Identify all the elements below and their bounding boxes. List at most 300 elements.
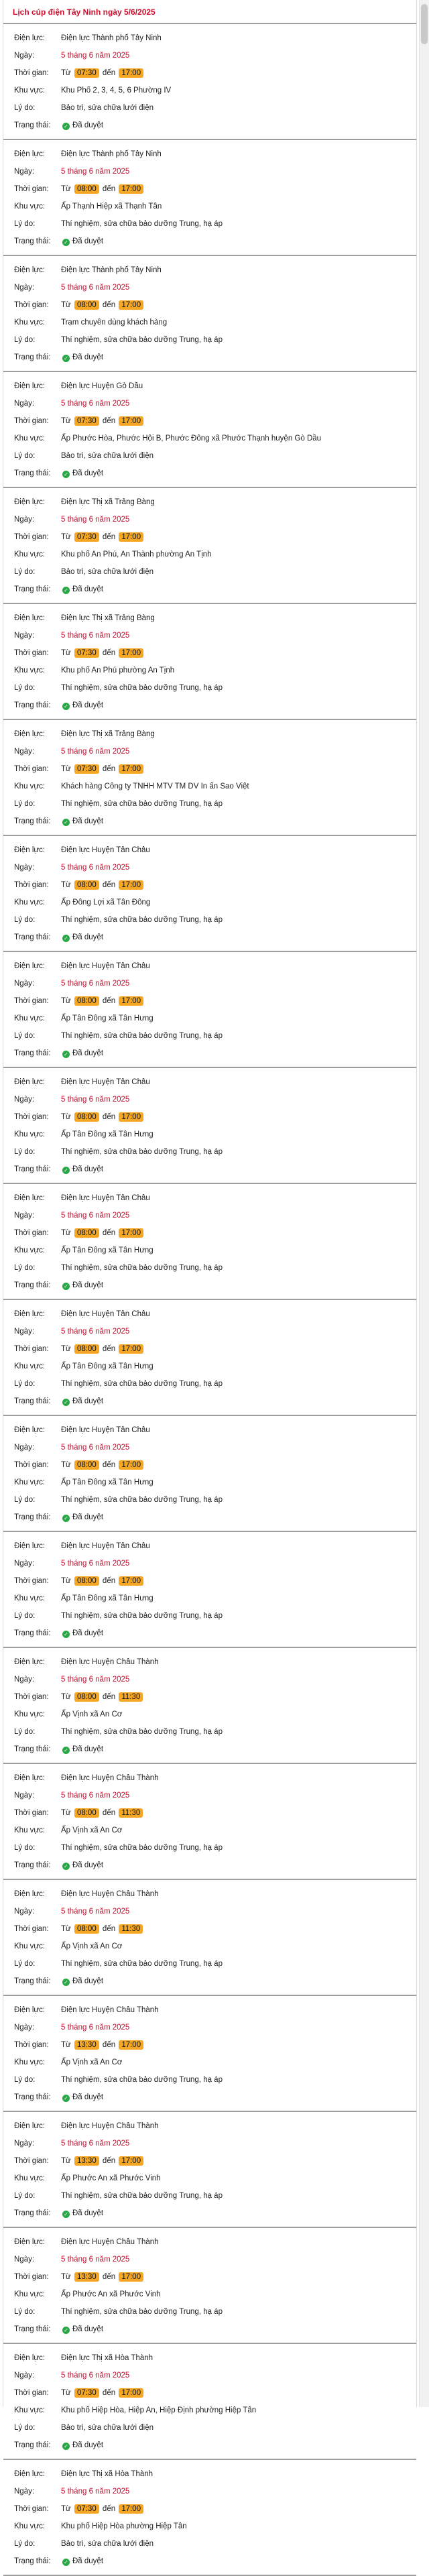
date-value: 5 tháng 6 năm 2025 xyxy=(61,2372,130,2380)
unit-row xyxy=(14,2001,411,2019)
reason-label: Lý do: xyxy=(14,1728,36,1736)
start-time-badge: 08:00 xyxy=(74,1808,99,1818)
area-row xyxy=(14,2170,411,2187)
end-time-badge: 17:00 xyxy=(119,532,143,542)
time-to-label: đến xyxy=(102,997,116,1005)
area-row xyxy=(14,1242,411,1259)
reason-label: Lý do: xyxy=(14,104,36,112)
unit-row xyxy=(14,725,411,743)
time-from-label: Từ xyxy=(61,2505,71,2513)
check-circle-icon: ✓ xyxy=(62,355,70,362)
status-text: Đã duyệt xyxy=(72,1629,104,1637)
time-to-label: đến xyxy=(102,301,116,309)
time-label: Thời gian: xyxy=(14,185,49,193)
unit-row xyxy=(14,2233,411,2251)
status-label: Trạng thái: xyxy=(14,1049,51,1057)
status-row xyxy=(14,1973,411,1990)
area-row xyxy=(14,82,411,99)
area-value: Ấp Vịnh xã An Cơ xyxy=(61,1710,123,1718)
status-text: Đã duyệt xyxy=(72,1397,104,1405)
page-title: Lịch cúp điện Tây Ninh ngày 5/6/2025 xyxy=(3,0,416,24)
area-value: Ấp Vịnh xã An Cơ xyxy=(61,2058,123,2066)
reason-label: Lý do: xyxy=(14,1032,36,1040)
date-label: Ngày: xyxy=(14,748,35,756)
reason-row xyxy=(14,1607,411,1625)
unit-row xyxy=(14,493,411,511)
unit-value: Điện lực Huyện Tân Châu xyxy=(61,1194,150,1202)
date-label: Ngày: xyxy=(14,1212,35,1220)
unit-label: Điện lực: xyxy=(14,498,46,506)
reason-label: Lý do: xyxy=(14,1844,36,1852)
status-value xyxy=(61,469,411,478)
unit-row xyxy=(14,30,411,47)
date-row xyxy=(14,47,411,64)
time-from-label: Từ xyxy=(61,765,71,773)
area-label: Khu vực: xyxy=(14,666,46,675)
reason-row xyxy=(14,679,411,697)
area-label: Khu vực: xyxy=(14,1478,46,1486)
time-from-label: Từ xyxy=(61,1577,71,1585)
time-label: Thời gian: xyxy=(14,301,49,309)
status-value xyxy=(61,1629,411,1638)
time-label: Thời gian: xyxy=(14,2041,49,2049)
reason-row xyxy=(14,2187,411,2205)
date-value: 5 tháng 6 năm 2025 xyxy=(61,1908,130,1916)
end-time-badge: 17:00 xyxy=(119,2040,143,2050)
area-label: Khu vực: xyxy=(14,2290,46,2298)
area-label: Khu vực: xyxy=(14,2406,46,2414)
status-text: Đã duyệt xyxy=(72,2441,104,2449)
status-label: Trạng thái: xyxy=(14,2557,51,2565)
time-from-label: Từ xyxy=(61,2157,71,2165)
reason-row xyxy=(14,1839,411,1857)
time-label: Thời gian: xyxy=(14,2389,49,2397)
check-circle-icon: ✓ xyxy=(62,2095,70,2102)
status-value xyxy=(61,121,411,130)
time-from-label: Từ xyxy=(61,69,71,77)
reason-label: Lý do: xyxy=(14,336,36,344)
area-value: Ấp Phước An xã Phước Vinh xyxy=(61,2290,161,2298)
area-row xyxy=(14,2286,411,2303)
status-text: Đã duyệt xyxy=(72,353,104,361)
time-value xyxy=(61,881,411,889)
unit-value: Điện lực Thị xã Hòa Thành xyxy=(61,2354,154,2362)
unit-row xyxy=(14,145,411,163)
reason-value: Thí nghiệm, sửa chữa bảo dưỡng Trung, hạ áp xyxy=(61,336,223,344)
status-row xyxy=(14,233,411,250)
area-value: Khu phố An Phú phường An Tịnh xyxy=(61,666,175,675)
unit-label: Điện lực: xyxy=(14,1658,46,1666)
status-label: Trạng thái: xyxy=(14,1629,51,1637)
time-row xyxy=(14,528,411,546)
area-label: Khu vực: xyxy=(14,1014,46,1022)
unit-row xyxy=(14,1305,411,1323)
status-label: Trạng thái: xyxy=(14,701,51,709)
reason-row xyxy=(14,1723,411,1741)
time-label: Thời gian: xyxy=(14,1229,49,1237)
time-row xyxy=(14,1804,411,1822)
unit-value: Điện lực Huyện Châu Thành xyxy=(61,2006,159,2014)
unit-value: Điện lực Huyện Gò Dầu xyxy=(61,382,143,390)
date-value: 5 tháng 6 năm 2025 xyxy=(61,1444,130,1452)
reason-value: Thí nghiệm, sửa chữa bảo dưỡng Trung, hạ áp xyxy=(61,916,223,924)
status-value xyxy=(61,585,411,594)
time-row xyxy=(14,2268,411,2286)
date-label: Ngày: xyxy=(14,2140,35,2148)
unit-row xyxy=(14,1653,411,1671)
unit-label: Điện lực: xyxy=(14,1426,46,1434)
status-value xyxy=(61,1049,411,1058)
date-row xyxy=(14,279,411,296)
outage-record xyxy=(3,836,416,952)
reason-label: Lý do: xyxy=(14,1380,36,1388)
area-row xyxy=(14,1822,411,1839)
time-row xyxy=(14,1920,411,1938)
check-circle-icon: ✓ xyxy=(62,1283,70,1290)
time-from-label: Từ xyxy=(61,2389,71,2397)
start-time-badge: 07:30 xyxy=(74,2388,99,2398)
area-value: Ấp Phước Hòa, Phước Hội B, Phước Đông xã Phước Thạnh huyện Gò Dầu xyxy=(61,434,322,443)
time-row xyxy=(14,2152,411,2170)
start-time-badge: 08:00 xyxy=(74,996,99,1006)
time-label: Thời gian: xyxy=(14,1113,49,1121)
status-label: Trạng thái: xyxy=(14,1745,51,1753)
reason-value: Thí nghiệm, sửa chữa bảo dưỡng Trung, hạ áp xyxy=(61,1496,223,1504)
start-time-badge: 08:00 xyxy=(74,1344,99,1354)
reason-value: Thí nghiệm, sửa chữa bảo dưỡng Trung, hạ áp xyxy=(61,1960,223,1968)
area-value: Khách hàng Công ty TNHH MTV TM DV In ấn Sao Việt xyxy=(61,782,249,791)
start-time-badge: 07:30 xyxy=(74,764,99,774)
time-label: Thời gian: xyxy=(14,2505,49,2513)
date-value: 5 tháng 6 năm 2025 xyxy=(61,864,130,872)
date-row xyxy=(14,743,411,760)
area-label: Khu vực: xyxy=(14,1826,46,1834)
time-to-label: đến xyxy=(102,2041,116,2049)
outage-list xyxy=(3,24,416,2576)
area-row xyxy=(14,894,411,911)
reason-label: Lý do: xyxy=(14,684,36,692)
outage-record xyxy=(3,2460,416,2576)
area-label: Khu vực: xyxy=(14,1710,46,1718)
area-row xyxy=(14,1938,411,1955)
status-label: Trạng thái: xyxy=(14,2093,51,2101)
reason-value: Thí nghiệm, sửa chữa bảo dưỡng Trung, hạ áp xyxy=(61,1264,223,1272)
outage-record xyxy=(3,1880,416,1996)
reason-row xyxy=(14,1375,411,1393)
time-row xyxy=(14,1224,411,1242)
status-text: Đã duyệt xyxy=(72,817,104,825)
status-text: Đã duyệt xyxy=(72,585,104,593)
reason-value: Bảo trì, sửa chữa lưới điện xyxy=(61,568,154,576)
status-value xyxy=(61,701,411,710)
reason-value: Thí nghiệm, sửa chữa bảo dưỡng Trung, hạ áp xyxy=(61,220,223,228)
date-value: 5 tháng 6 năm 2025 xyxy=(61,1096,130,1104)
time-to-label: đến xyxy=(102,69,116,77)
status-text: Đã duyệt xyxy=(72,1281,104,1289)
time-from-label: Từ xyxy=(61,1809,71,1817)
area-label: Khu vực: xyxy=(14,86,46,95)
outage-schedule-panel xyxy=(3,0,417,2565)
reason-row xyxy=(14,1143,411,1161)
end-time-badge: 17:00 xyxy=(119,880,143,890)
unit-label: Điện lực: xyxy=(14,1078,46,1086)
reason-row xyxy=(14,331,411,349)
check-circle-icon: ✓ xyxy=(62,819,70,826)
status-text: Đã duyệt xyxy=(72,237,104,245)
time-from-label: Từ xyxy=(61,997,71,1005)
time-to-label: đến xyxy=(102,881,116,889)
start-time-badge: 07:30 xyxy=(74,2504,99,2514)
time-to-label: đến xyxy=(102,2157,116,2165)
date-row xyxy=(14,1323,411,1340)
status-value xyxy=(61,1165,411,1174)
date-row xyxy=(14,1787,411,1804)
status-row xyxy=(14,813,411,830)
status-row xyxy=(14,2089,411,2106)
status-text: Đã duyệt xyxy=(72,1745,104,1753)
date-label: Ngày: xyxy=(14,864,35,872)
check-circle-icon: ✓ xyxy=(62,935,70,942)
unit-row xyxy=(14,1769,411,1787)
start-time-badge: 08:00 xyxy=(74,1924,99,1934)
start-time-badge: 08:00 xyxy=(74,1576,99,1586)
area-label: Khu vực: xyxy=(14,202,46,211)
outage-record xyxy=(3,1068,416,1184)
start-time-badge: 07:30 xyxy=(74,648,99,658)
time-to-label: đến xyxy=(102,2273,116,2281)
time-to-label: đến xyxy=(102,1809,116,1817)
status-label: Trạng thái: xyxy=(14,353,51,361)
area-value: Khu phố Hiệp Hòa phường Hiệp Tân xyxy=(61,2522,187,2530)
area-row xyxy=(14,546,411,563)
area-label: Khu vực: xyxy=(14,1246,46,1254)
start-time-badge: 08:00 xyxy=(74,300,99,310)
date-value: 5 tháng 6 năm 2025 xyxy=(61,168,130,176)
outage-record xyxy=(3,1764,416,1880)
date-value: 5 tháng 6 năm 2025 xyxy=(61,516,130,524)
reason-label: Lý do: xyxy=(14,2308,36,2316)
status-text: Đã duyệt xyxy=(72,701,104,709)
status-label: Trạng thái: xyxy=(14,237,51,245)
status-label: Trạng thái: xyxy=(14,1513,51,1521)
time-from-label: Từ xyxy=(61,649,71,657)
unit-value: Điện lực Huyện Châu Thành xyxy=(61,2238,159,2246)
date-row xyxy=(14,627,411,644)
reason-label: Lý do: xyxy=(14,2076,36,2084)
end-time-badge: 17:00 xyxy=(119,2504,143,2514)
status-row xyxy=(14,1857,411,1874)
outage-record xyxy=(3,1184,416,1300)
time-value xyxy=(61,997,411,1005)
check-circle-icon: ✓ xyxy=(62,1167,70,1174)
unit-row xyxy=(14,261,411,279)
unit-label: Điện lực: xyxy=(14,2354,46,2362)
unit-label: Điện lực: xyxy=(14,1774,46,1782)
status-text: Đã duyệt xyxy=(72,121,104,129)
time-value xyxy=(61,1693,411,1701)
end-time-badge: 11:30 xyxy=(119,1692,143,1702)
time-value xyxy=(61,417,411,425)
status-row xyxy=(14,2437,411,2454)
time-to-label: đến xyxy=(102,1113,116,1121)
status-value xyxy=(61,1861,411,1870)
unit-value: Điện lực Thành phố Tây Ninh xyxy=(61,34,162,42)
check-circle-icon: ✓ xyxy=(62,1399,70,1406)
date-label: Ngày: xyxy=(14,1676,35,1684)
reason-label: Lý do: xyxy=(14,220,36,228)
unit-value: Điện lực Huyện Tân Châu xyxy=(61,1426,150,1434)
unit-label: Điện lực: xyxy=(14,1194,46,1202)
time-to-label: đến xyxy=(102,1345,116,1353)
reason-row xyxy=(14,2419,411,2437)
time-label: Thời gian: xyxy=(14,997,49,1005)
time-from-label: Từ xyxy=(61,2273,71,2281)
reason-label: Lý do: xyxy=(14,452,36,460)
check-circle-icon: ✓ xyxy=(62,2211,70,2218)
area-row xyxy=(14,2402,411,2419)
unit-value: Điện lực Thị xã Trảng Bàng xyxy=(61,614,155,622)
status-label: Trạng thái: xyxy=(14,1281,51,1289)
status-text: Đã duyệt xyxy=(72,2209,104,2217)
time-row xyxy=(14,1108,411,1126)
time-to-label: đến xyxy=(102,533,116,541)
time-label: Thời gian: xyxy=(14,1693,49,1701)
unit-value: Điện lực Thành phố Tây Ninh xyxy=(61,266,162,274)
outage-record xyxy=(3,140,416,256)
status-label: Trạng thái: xyxy=(14,817,51,825)
date-value: 5 tháng 6 năm 2025 xyxy=(61,632,130,640)
status-label: Trạng thái: xyxy=(14,1861,51,1869)
status-value xyxy=(61,817,411,826)
area-row xyxy=(14,198,411,215)
end-time-badge: 17:00 xyxy=(119,416,143,426)
status-value xyxy=(61,2325,411,2334)
time-value xyxy=(61,301,411,309)
start-time-badge: 08:00 xyxy=(74,1228,99,1238)
reason-value: Thí nghiệm, sửa chữa bảo dưỡng Trung, hạ áp xyxy=(61,1844,223,1852)
start-time-badge: 07:30 xyxy=(74,68,99,78)
reason-row xyxy=(14,1955,411,1973)
time-row xyxy=(14,876,411,894)
area-value: Ấp Vịnh xã An Cơ xyxy=(61,1942,123,1950)
status-value xyxy=(61,1397,411,1406)
area-row xyxy=(14,314,411,331)
start-time-badge: 07:30 xyxy=(74,532,99,542)
end-time-badge: 17:00 xyxy=(119,184,143,194)
date-value: 5 tháng 6 năm 2025 xyxy=(61,52,130,60)
unit-label: Điện lực: xyxy=(14,1310,46,1318)
time-label: Thời gian: xyxy=(14,881,49,889)
date-row xyxy=(14,2251,411,2268)
scrollbar-thumb[interactable] xyxy=(421,4,428,44)
area-label: Khu vực: xyxy=(14,318,46,327)
area-value: Trạm chuyên dùng khách hàng xyxy=(61,318,168,327)
status-row xyxy=(14,1161,411,1178)
scrollbar[interactable] xyxy=(419,0,429,2407)
unit-value: Điện lực Huyện Châu Thành xyxy=(61,1658,159,1666)
area-value: Khu phố Hiệp Hòa, Hiệp An, Hiệp Định phường Hiệp Tân xyxy=(61,2406,257,2414)
date-value: 5 tháng 6 năm 2025 xyxy=(61,2024,130,2032)
area-value: Khu Phố 2, 3, 4, 5, 6 Phường IV xyxy=(61,86,172,95)
start-time-badge: 08:00 xyxy=(74,1460,99,1470)
time-label: Thời gian: xyxy=(14,69,49,77)
unit-row xyxy=(14,1073,411,1091)
reason-label: Lý do: xyxy=(14,916,36,924)
end-time-badge: 17:00 xyxy=(119,1460,143,1470)
check-circle-icon: ✓ xyxy=(62,2443,70,2450)
unit-row xyxy=(14,1885,411,1903)
status-text: Đã duyệt xyxy=(72,2325,104,2333)
status-row xyxy=(14,697,411,714)
check-circle-icon: ✓ xyxy=(62,123,70,130)
check-circle-icon: ✓ xyxy=(62,471,70,478)
status-label: Trạng thái: xyxy=(14,933,51,941)
start-time-badge: 13:30 xyxy=(74,2040,99,2050)
reason-label: Lý do: xyxy=(14,568,36,576)
status-value xyxy=(61,2557,411,2566)
outage-record xyxy=(3,720,416,836)
date-label: Ngày: xyxy=(14,1560,35,1568)
outage-record xyxy=(3,1996,416,2112)
date-label: Ngày: xyxy=(14,2024,35,2032)
time-to-label: đến xyxy=(102,765,116,773)
reason-value: Thí nghiệm, sửa chữa bảo dưỡng Trung, hạ áp xyxy=(61,2192,223,2200)
unit-label: Điện lực: xyxy=(14,730,46,738)
unit-value: Điện lực Thị xã Trảng Bàng xyxy=(61,730,155,738)
reason-label: Lý do: xyxy=(14,2540,36,2548)
end-time-badge: 17:00 xyxy=(119,2156,143,2166)
status-row xyxy=(14,117,411,134)
time-label: Thời gian: xyxy=(14,417,49,425)
reason-label: Lý do: xyxy=(14,2192,36,2200)
status-text: Đã duyệt xyxy=(72,469,104,477)
status-value xyxy=(61,1745,411,1754)
date-value: 5 tháng 6 năm 2025 xyxy=(61,1212,130,1220)
date-label: Ngày: xyxy=(14,2372,35,2380)
time-row xyxy=(14,412,411,430)
outage-record xyxy=(3,256,416,372)
reason-label: Lý do: xyxy=(14,1612,36,1620)
reason-label: Lý do: xyxy=(14,1496,36,1504)
time-from-label: Từ xyxy=(61,185,71,193)
time-label: Thời gian: xyxy=(14,1925,49,1933)
time-from-label: Từ xyxy=(61,533,71,541)
unit-label: Điện lực: xyxy=(14,614,46,622)
status-text: Đã duyệt xyxy=(72,2557,104,2565)
time-from-label: Từ xyxy=(61,1229,71,1237)
reason-row xyxy=(14,911,411,929)
reason-row xyxy=(14,2303,411,2321)
status-row xyxy=(14,1277,411,1294)
outage-record xyxy=(3,1300,416,1416)
reason-row xyxy=(14,2535,411,2553)
time-row xyxy=(14,992,411,1010)
status-label: Trạng thái: xyxy=(14,2325,51,2333)
end-time-badge: 17:00 xyxy=(119,648,143,658)
date-label: Ngày: xyxy=(14,284,35,292)
time-label: Thời gian: xyxy=(14,1461,49,1469)
time-to-label: đến xyxy=(102,1461,116,1469)
time-row xyxy=(14,64,411,82)
status-label: Trạng thái: xyxy=(14,1977,51,1985)
time-value xyxy=(61,1925,411,1933)
date-row xyxy=(14,2483,411,2500)
unit-value: Điện lực Huyện Tân Châu xyxy=(61,1542,150,1550)
time-value xyxy=(61,649,411,657)
unit-label: Điện lực: xyxy=(14,2006,46,2014)
date-label: Ngày: xyxy=(14,1908,35,1916)
area-label: Khu vực: xyxy=(14,898,46,906)
